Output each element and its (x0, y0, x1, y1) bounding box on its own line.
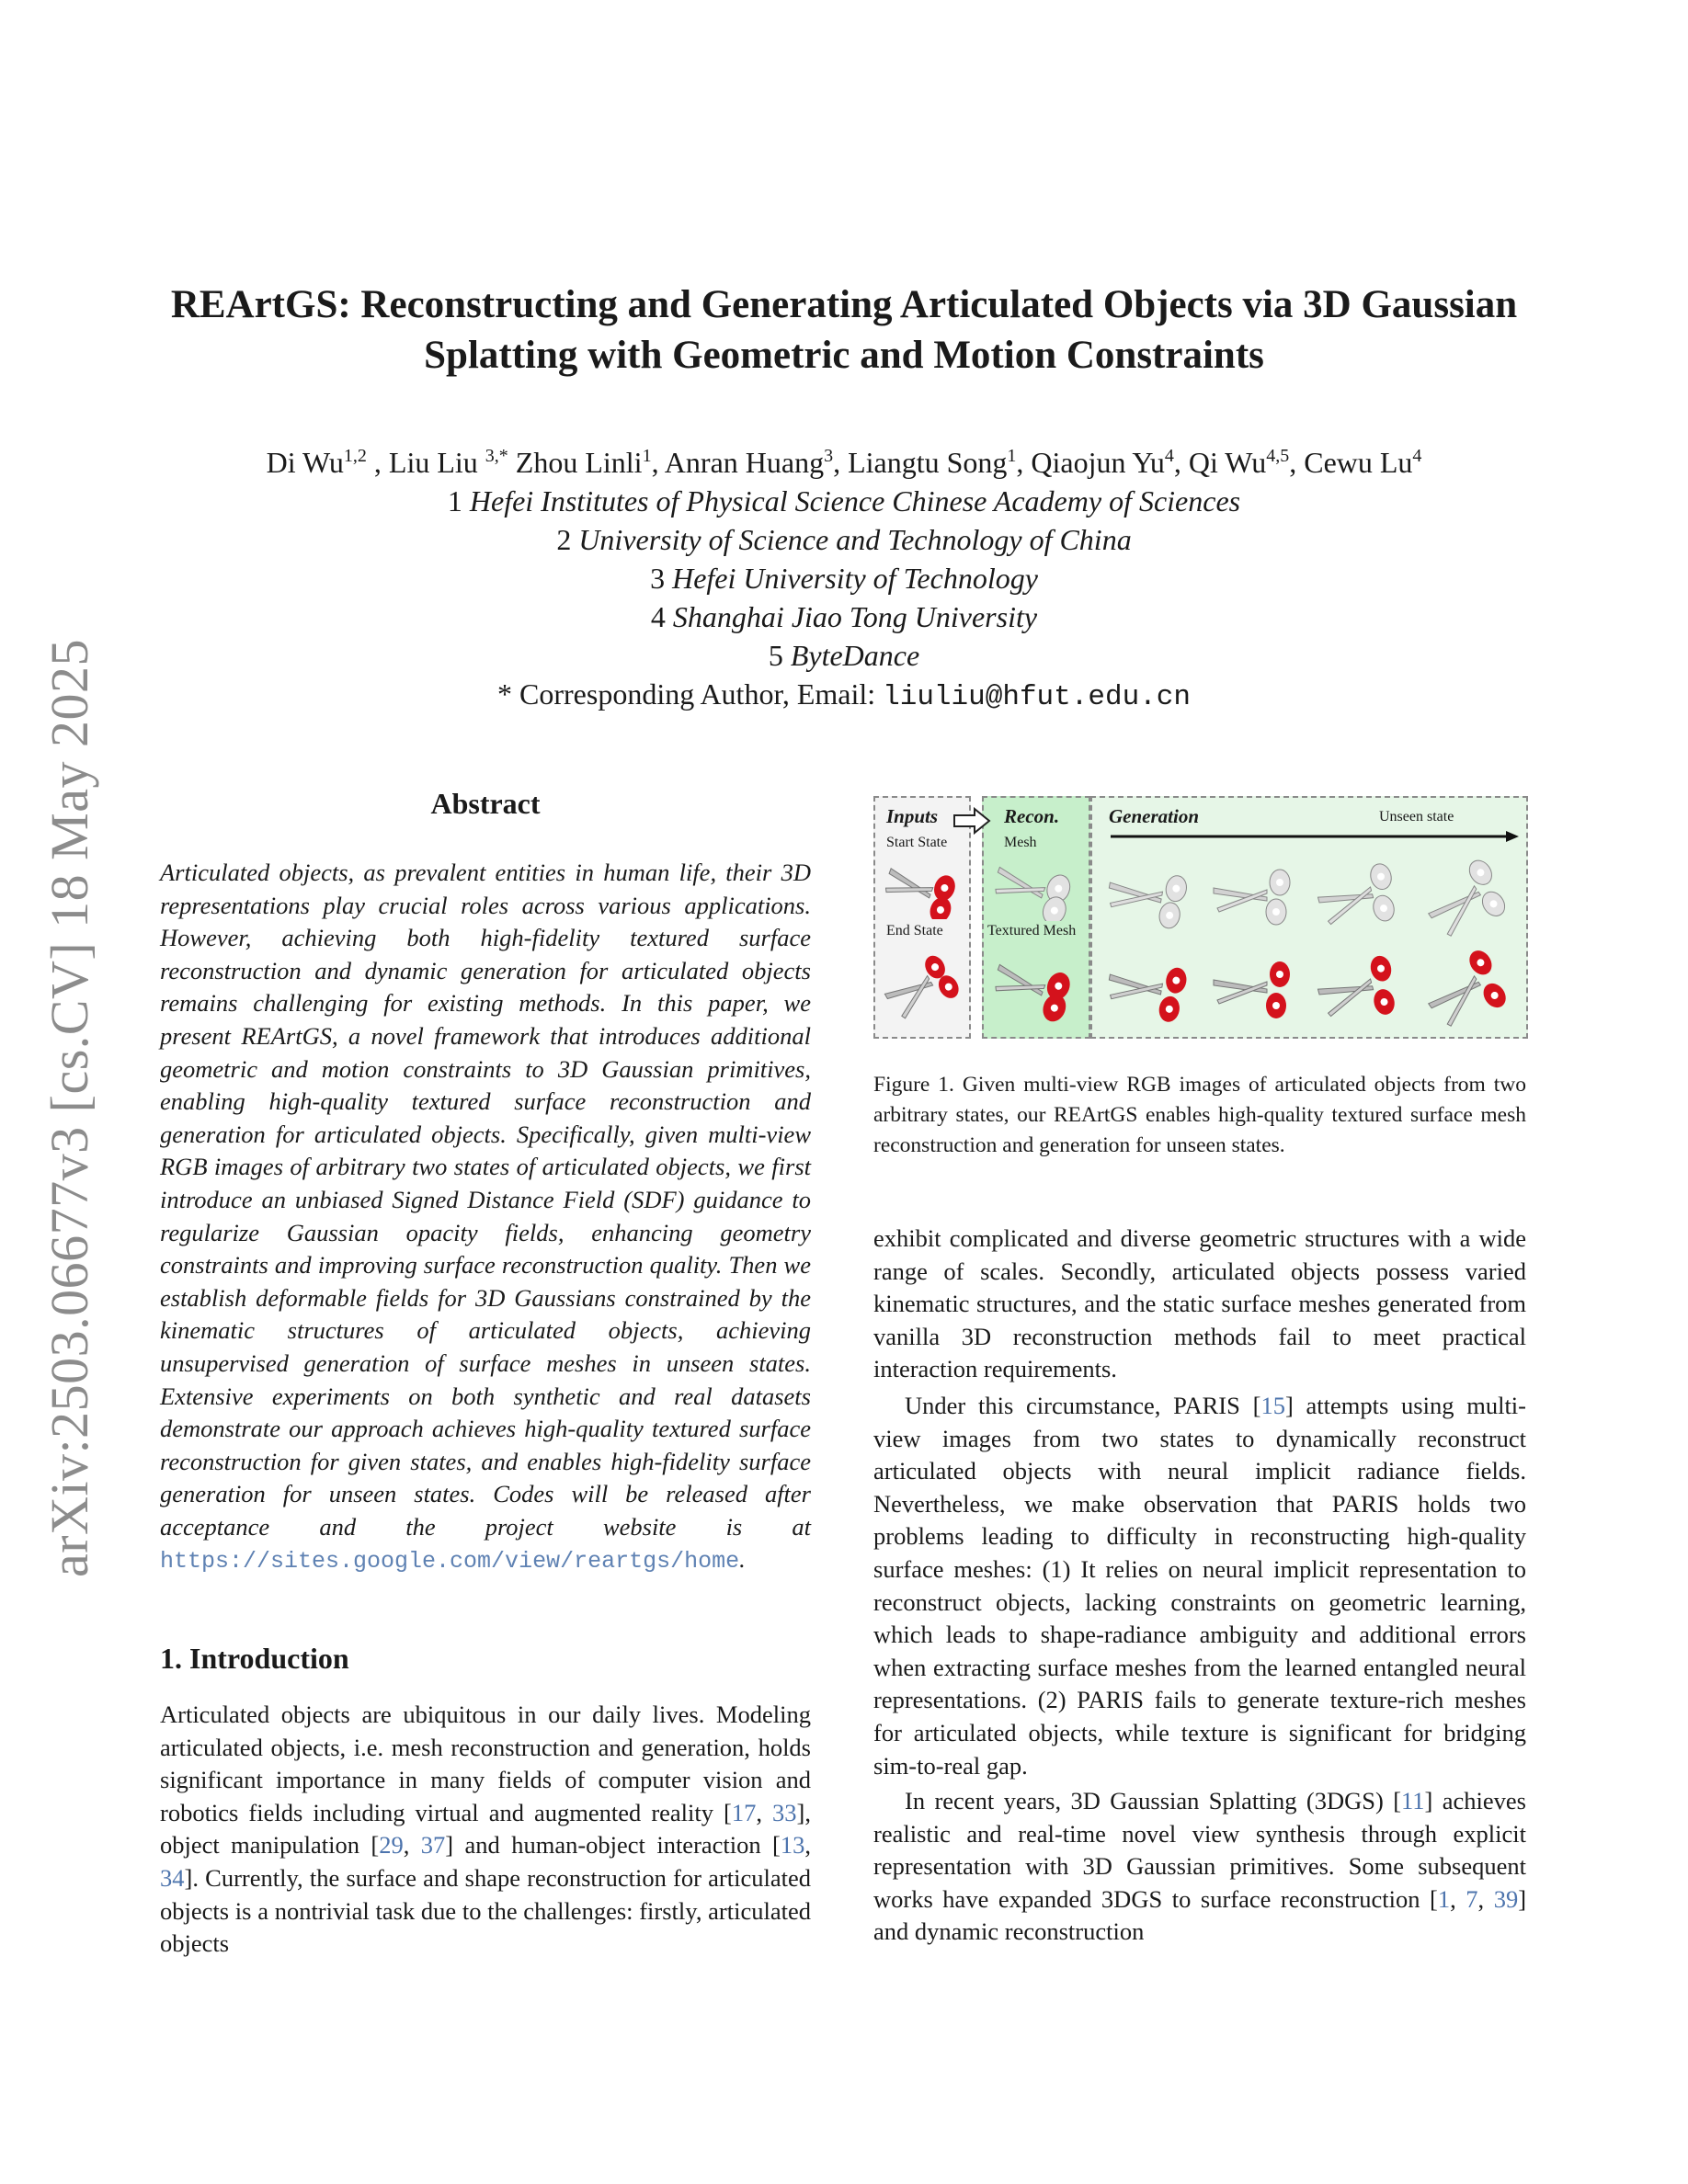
affiliation: 1 Hefei Institutes of Physical Science Chinese Academy of Sciences (447, 484, 1241, 518)
abstract-heading: Abstract (430, 787, 541, 820)
generated-textured-image (1309, 943, 1412, 1031)
citation-link[interactable]: 7 (1466, 1884, 1478, 1913)
end-state-label: End State (886, 923, 943, 938)
mesh-label: Mesh (1004, 835, 1037, 850)
author: Liangtu Song$^1$, (848, 446, 1032, 479)
scissors-image (881, 853, 965, 919)
citation-link[interactable]: 37 (420, 1831, 446, 1860)
author: Anran Huang$^3$, (664, 446, 849, 479)
arxiv-identifier: arXiv:2503.06677v3 [cs.CV] 18 May 2025 (40, 638, 99, 1577)
recon-label: Recon. (1004, 805, 1060, 827)
inputs-label: Inputs (886, 805, 939, 827)
author: Liu Liu $^{3,*}$ (388, 446, 508, 479)
start-state-label: Start State (886, 835, 948, 850)
title-line-2: Splatting with Geometric and Motion Constraints (424, 334, 1264, 377)
mesh-image (986, 853, 1087, 921)
body-paragraph: Under this circumstance, PARIS [15] attempts using multi-view images from two states to dynamically reconstruct articulated objects with neural implicit radiance fields. Nevertheless, we make observation that PARIS holds two problems leading to difficulty in reconstructing high-quality surface meshes: (1) It relies on neural implicit representation to reconstruct objects, lacking constraints on geometric learning, which leads to shape-radiance ambiguity and additional errors when extracting surface meshes from the learned entangled neural representations. (2) PARIS fails to generate texture-rich meshes for articulated objects, while texture is significant for bridging sim-to-real gap. (873, 1392, 1526, 1780)
generated-textured-image (1100, 943, 1203, 1031)
generated-mesh-image (1414, 853, 1521, 939)
section-heading: 1. Introduction (160, 1642, 349, 1675)
scissors-image (881, 943, 965, 1026)
intro-paragraph: Articulated objects are ubiquitous in our daily lives. Modeling articulated objects, i.e. mesh reconstruction and generation, holds significant importance in many fields of computer vision and robotics fields including virtual and augmented reality [17, 33], object manipulation [29, 37] and human-object interaction [13, 34]. Currently, the surface and shape reconstruction for articulated objects is a nontrivial task due to the challenges: firstly, articulated objects (160, 1701, 812, 1958)
textured-mesh-image (986, 947, 1087, 1026)
generated-mesh-image (1204, 853, 1307, 936)
textured-mesh-label: Textured Mesh (987, 923, 1077, 938)
generated-mesh-image (1309, 853, 1412, 936)
author: Cewu Lu$^4$ (1304, 446, 1422, 479)
citation-link[interactable]: 33 (772, 1798, 797, 1826)
generated-mesh-image (1100, 853, 1203, 936)
body-paragraph: exhibit complicated and diverse geometric structures with a wide range of scales. Secondly, articulated objects possess varied kinematic structures, and the static surface meshes generated from vanilla 3D reconstruction methods fail to meet practical interaction requirements. (873, 1224, 1526, 1383)
author-list (110, 443, 1578, 482)
arrow-right-icon (1111, 829, 1519, 844)
citation-link[interactable]: 11 (1401, 1787, 1425, 1814)
citation-link[interactable]: 17 (731, 1798, 757, 1826)
body-paragraph: In recent years, 3D Gaussian Splatting (3DGS) [11] achieves realistic and real-time novel view synthesis through explicit representation with 3D Gaussian primitives. Some subsequent works have expanded 3DGS to surface reconstruction [1, 7, 39] and dynamic reconstruction (873, 1787, 1527, 1946)
affiliation: 5 ByteDance (768, 639, 920, 672)
project-link[interactable]: https://sites.google.com/view/reartgs/home (160, 1548, 740, 1575)
unseen-state-label: Unseen state (1379, 809, 1454, 825)
author: Qiaojun Yu$^4$, (1031, 446, 1189, 479)
author: Zhou Linli$^1$, (515, 446, 665, 479)
author: Di Wu$^{1,2}$ , (266, 446, 389, 479)
affiliation: 3 Hefei University of Technology (650, 562, 1038, 595)
generated-textured-image (1414, 941, 1521, 1033)
figure-caption: Figure 1. Given multi-view RGB images of articulated objects from two arbitrary states, our REArtGS enables high-quality textured surface mesh reconstruction and generation for unseen states. (873, 1073, 1526, 1157)
author: Qi Wu$^{4,5}$, (1188, 446, 1305, 479)
citation-link[interactable]: 34 (160, 1863, 185, 1892)
citation-link[interactable]: 1 (1437, 1884, 1451, 1913)
email-link[interactable]: liuliu@hfut.edu.cn (883, 681, 1191, 713)
corresponding-author: * Corresponding Author, Email: liuliu@hfut.edu.cn (497, 677, 1191, 713)
abstract-body: Articulated objects, as prevalent entities in human life, their 3D representations play crucial roles across various applications. However, achieving both high-fidelity textured surface reconstruction and dynamic generation for articulated objects remains challenging for existing methods. In this paper, we present REArtGS, a novel framework that introduces additional geometric and motion constraints to 3D Gaussian primitives, enabling high-quality textured surface reconstruction and generation for articulated objects. Specifically, given multi-view RGB images of arbitrary two states of articulated objects, we first introduce an unbiased Signed Distance Field (SDF) guidance to regularize Gaussian opacity fields, enhancing geometry constraints and improving surface reconstruction quality. Then we establish deformable fields for 3D Gaussians constrained by the kinematic structures of articulated objects, achieving unsupervised generation of surface meshes in unseen states. Extensive experiments on both synthetic and real datasets demonstrate our approach achieves high-quality textured surface reconstruction for given states, and enables high-fidelity surface generation for unseen states. Codes will be released after acceptance and the project website is at https://sites.google.com/view/reartgs/home. (160, 859, 811, 1575)
citation-link[interactable]: 15 (1260, 1392, 1285, 1419)
citation-link[interactable]: 29 (379, 1831, 404, 1860)
affiliation: 2 University of Science and Technology of China (556, 523, 1132, 556)
citation-link[interactable]: 39 (1493, 1884, 1519, 1913)
figure-1 (873, 796, 1528, 1042)
paper-title (138, 279, 1550, 381)
affiliation: 4 Shanghai Jiao Tong University (650, 600, 1038, 633)
generated-textured-image (1204, 943, 1307, 1031)
citation-link[interactable]: 13 (780, 1831, 805, 1860)
arrow-right-icon (952, 807, 993, 835)
generation-label: Generation (1109, 805, 1200, 827)
title-line-1: REArtGS: Reconstructing and Generating Articulated Objects via 3D Gaussian (170, 283, 1518, 326)
